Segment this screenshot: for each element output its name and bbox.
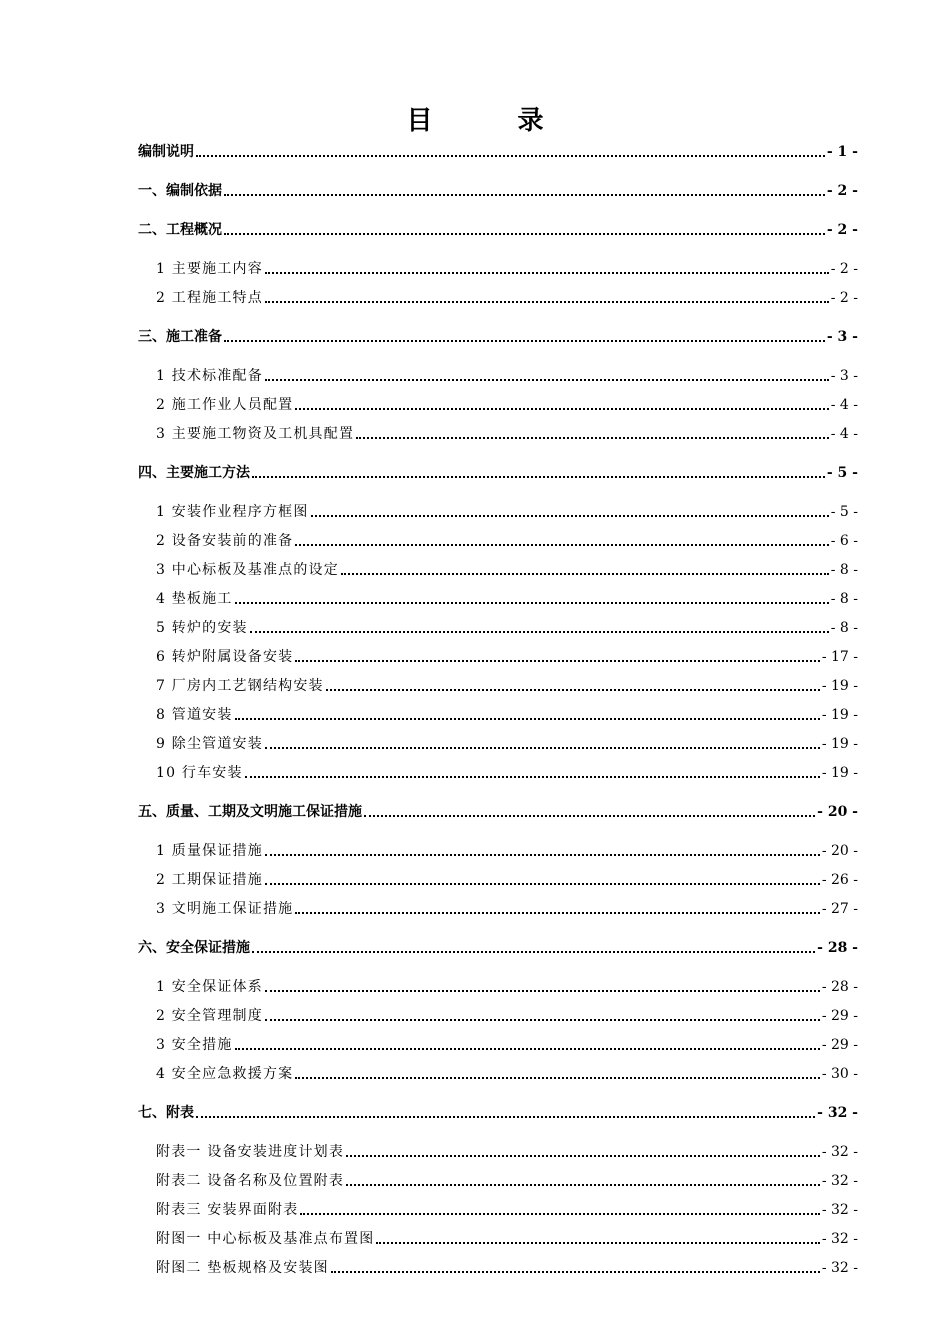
toc-dot-leader xyxy=(224,232,825,235)
toc-dot-leader xyxy=(250,630,829,633)
toc-page-number: - 32 - xyxy=(821,1260,858,1276)
toc-entry-text: 五、质量、工期及文明施工保证措施 xyxy=(138,804,362,820)
toc-dot-leader xyxy=(196,1115,815,1118)
toc-entry-text: 一、编制依据 xyxy=(138,183,222,199)
toc-dot-leader xyxy=(346,1154,820,1157)
toc-page-number: - 8 - xyxy=(830,562,858,578)
toc-entry[interactable] xyxy=(156,1139,858,1161)
toc-entry[interactable] xyxy=(156,644,858,666)
toc-dot-leader xyxy=(224,193,825,196)
toc-dot-leader xyxy=(265,300,829,303)
toc-dot-leader xyxy=(265,853,820,856)
toc-dot-leader xyxy=(356,436,829,439)
toc-page-number: - 2 - xyxy=(826,183,858,199)
toc-entry[interactable] xyxy=(138,217,858,239)
toc-page-number: - 26 - xyxy=(821,872,858,888)
toc-dot-leader xyxy=(295,659,819,662)
toc-entry-text: 3 文明施工保证措施 xyxy=(156,901,294,917)
toc-dot-leader xyxy=(196,154,825,157)
toc-dot-leader xyxy=(331,1270,820,1273)
toc-dot-leader xyxy=(265,989,820,992)
toc-entry-text: 3 中心标板及基准点的设定 xyxy=(156,562,339,578)
toc-dot-leader xyxy=(252,475,825,478)
toc-entry-text: 六、安全保证措施 xyxy=(138,940,250,956)
toc-entry-text: 1 技术标准配备 xyxy=(156,368,263,384)
toc-dot-leader xyxy=(300,1212,819,1215)
toc-entry-text: 附图二 垫板规格及安装图 xyxy=(156,1260,329,1276)
toc-entry[interactable] xyxy=(156,1226,858,1248)
toc-entry-text: 6 转炉附属设备安装 xyxy=(156,649,294,665)
toc-dot-leader xyxy=(252,950,815,953)
toc-entry-text: 1 主要施工内容 xyxy=(156,261,263,277)
toc-entry[interactable] xyxy=(138,178,858,200)
toc-dot-leader xyxy=(235,601,829,604)
toc-entry-text: 8 管道安装 xyxy=(156,707,233,723)
toc-entry[interactable] xyxy=(138,935,858,957)
toc-page-number: - 20 - xyxy=(817,804,858,820)
toc-entry[interactable] xyxy=(156,528,858,550)
toc-entry[interactable] xyxy=(138,1100,858,1122)
toc-entry-text: 二、工程概况 xyxy=(138,222,222,238)
toc-page-number: - 30 - xyxy=(821,1066,858,1082)
toc-dot-leader xyxy=(265,378,829,381)
toc-entry[interactable] xyxy=(156,1168,858,1190)
toc-entry-text: 2 设备安装前的准备 xyxy=(156,533,294,549)
toc-page-number: - 28 - xyxy=(817,940,858,956)
toc-entry[interactable] xyxy=(138,799,858,821)
toc-entry[interactable] xyxy=(156,421,858,443)
toc-entry[interactable] xyxy=(156,867,858,889)
toc-dot-leader xyxy=(265,271,829,274)
toc-dot-leader xyxy=(346,1183,820,1186)
page-title: 目 录 xyxy=(406,106,582,136)
toc-entry[interactable] xyxy=(138,324,858,346)
toc-dot-leader xyxy=(235,1047,820,1050)
toc-entry-text: 2 工期保证措施 xyxy=(156,872,263,888)
toc-entry[interactable] xyxy=(138,139,858,161)
toc-page-number: - 32 - xyxy=(821,1144,858,1160)
toc-entry[interactable] xyxy=(156,557,858,579)
toc-entry-text: 9 除尘管道安装 xyxy=(156,736,263,752)
toc-page-number: - 19 - xyxy=(821,765,858,781)
toc-dot-leader xyxy=(295,1076,819,1079)
toc-entry[interactable] xyxy=(156,760,858,782)
toc-entry[interactable] xyxy=(156,256,858,278)
toc-page-number: - 3 - xyxy=(826,329,858,345)
toc-dot-leader xyxy=(376,1241,819,1244)
toc-page-number: - 32 - xyxy=(821,1231,858,1247)
toc-dot-leader xyxy=(311,514,829,517)
toc-entry[interactable] xyxy=(156,974,858,996)
toc-page-number: - 32 - xyxy=(821,1173,858,1189)
toc-entry[interactable] xyxy=(156,392,858,414)
toc-entry-text: 附表二 设备名称及位置附表 xyxy=(156,1173,345,1189)
toc-page-number: - 1 - xyxy=(826,144,858,160)
toc-entry-text: 10 行车安装 xyxy=(156,765,243,781)
toc-entry-text: 1 质量保证措施 xyxy=(156,843,263,859)
toc-page-number: - 4 - xyxy=(830,426,858,442)
toc-entry-text: 1 安全保证体系 xyxy=(156,979,263,995)
toc-page-number: - 8 - xyxy=(830,591,858,607)
toc-entry-text: 编制说明 xyxy=(138,144,194,160)
toc-page-number: - 32 - xyxy=(821,1202,858,1218)
toc-dot-leader xyxy=(265,1018,820,1021)
toc-dot-leader xyxy=(295,911,819,914)
toc-page-number: - 20 - xyxy=(821,843,858,859)
toc-entry[interactable] xyxy=(156,673,858,695)
toc-page-number: - 28 - xyxy=(821,979,858,995)
toc-page-number: - 2 - xyxy=(830,261,858,277)
toc-entry[interactable] xyxy=(156,363,858,385)
toc-page-number: - 19 - xyxy=(821,678,858,694)
toc-entry[interactable] xyxy=(156,499,858,521)
toc-page-number: - 4 - xyxy=(830,397,858,413)
toc-page-number: - 17 - xyxy=(821,649,858,665)
toc-entry[interactable] xyxy=(156,1197,858,1219)
toc-entry[interactable] xyxy=(156,615,858,637)
toc-entry-text: 七、附表 xyxy=(138,1105,194,1121)
toc-entry[interactable] xyxy=(156,1003,858,1025)
toc-page-number: - 29 - xyxy=(821,1008,858,1024)
toc-dot-leader xyxy=(295,407,828,410)
toc-page-number: - 27 - xyxy=(821,901,858,917)
toc-entry-text: 附表三 安装界面附表 xyxy=(156,1202,299,1218)
toc-dot-leader xyxy=(341,572,829,575)
toc-entry[interactable] xyxy=(138,460,858,482)
toc-page-number: - 6 - xyxy=(830,533,858,549)
toc-entry[interactable] xyxy=(156,896,858,918)
toc-dot-leader xyxy=(235,717,820,720)
toc-entry-text: 附表一 设备安装进度计划表 xyxy=(156,1144,345,1160)
toc-entry[interactable] xyxy=(156,702,858,724)
toc-entry-text: 1 安装作业程序方框图 xyxy=(156,504,309,520)
toc-entry[interactable] xyxy=(156,1032,858,1054)
toc-entry-text: 3 安全措施 xyxy=(156,1037,233,1053)
toc-page-number: - 29 - xyxy=(821,1037,858,1053)
toc-dot-leader xyxy=(295,543,828,546)
toc-page-number: - 3 - xyxy=(830,368,858,384)
toc-entry-text: 4 安全应急救援方案 xyxy=(156,1066,294,1082)
toc-entry-text: 附图一 中心标板及基准点布置图 xyxy=(156,1231,375,1247)
toc-entry[interactable] xyxy=(156,731,858,753)
toc-page-number: - 5 - xyxy=(826,465,858,481)
toc-page-number: - 19 - xyxy=(821,736,858,752)
toc-dot-leader xyxy=(364,814,815,817)
toc-dot-leader xyxy=(265,746,820,749)
toc-entry-text: 2 安全管理制度 xyxy=(156,1008,263,1024)
toc-entry-text: 2 工程施工特点 xyxy=(156,290,263,306)
toc-page-number: - 32 - xyxy=(817,1105,858,1121)
toc-entry-text: 三、施工准备 xyxy=(138,329,222,345)
toc-page-number: - 2 - xyxy=(826,222,858,238)
toc-dot-leader xyxy=(265,882,820,885)
toc-entry-text: 4 垫板施工 xyxy=(156,591,233,607)
toc-entry[interactable] xyxy=(156,285,858,307)
toc-entry-text: 四、主要施工方法 xyxy=(138,465,250,481)
toc-page-number: - 2 - xyxy=(830,290,858,306)
toc-entry[interactable] xyxy=(156,586,858,608)
toc-page-number: - 5 - xyxy=(830,504,858,520)
toc-entry-text: 7 厂房内工艺钢结构安装 xyxy=(156,678,324,694)
toc-entry-text: 5 转炉的安装 xyxy=(156,620,248,636)
toc-entry-text: 2 施工作业人员配置 xyxy=(156,397,294,413)
toc-dot-leader xyxy=(245,775,820,778)
toc-dot-leader xyxy=(224,339,825,342)
toc-entry[interactable] xyxy=(156,1061,858,1083)
toc-dot-leader xyxy=(326,688,820,691)
toc-page-number: - 19 - xyxy=(821,707,858,723)
toc-entry[interactable] xyxy=(156,838,858,860)
toc-entry-text: 3 主要施工物资及工机具配置 xyxy=(156,426,355,442)
toc-entry[interactable] xyxy=(156,1255,858,1277)
toc-page-number: - 8 - xyxy=(830,620,858,636)
